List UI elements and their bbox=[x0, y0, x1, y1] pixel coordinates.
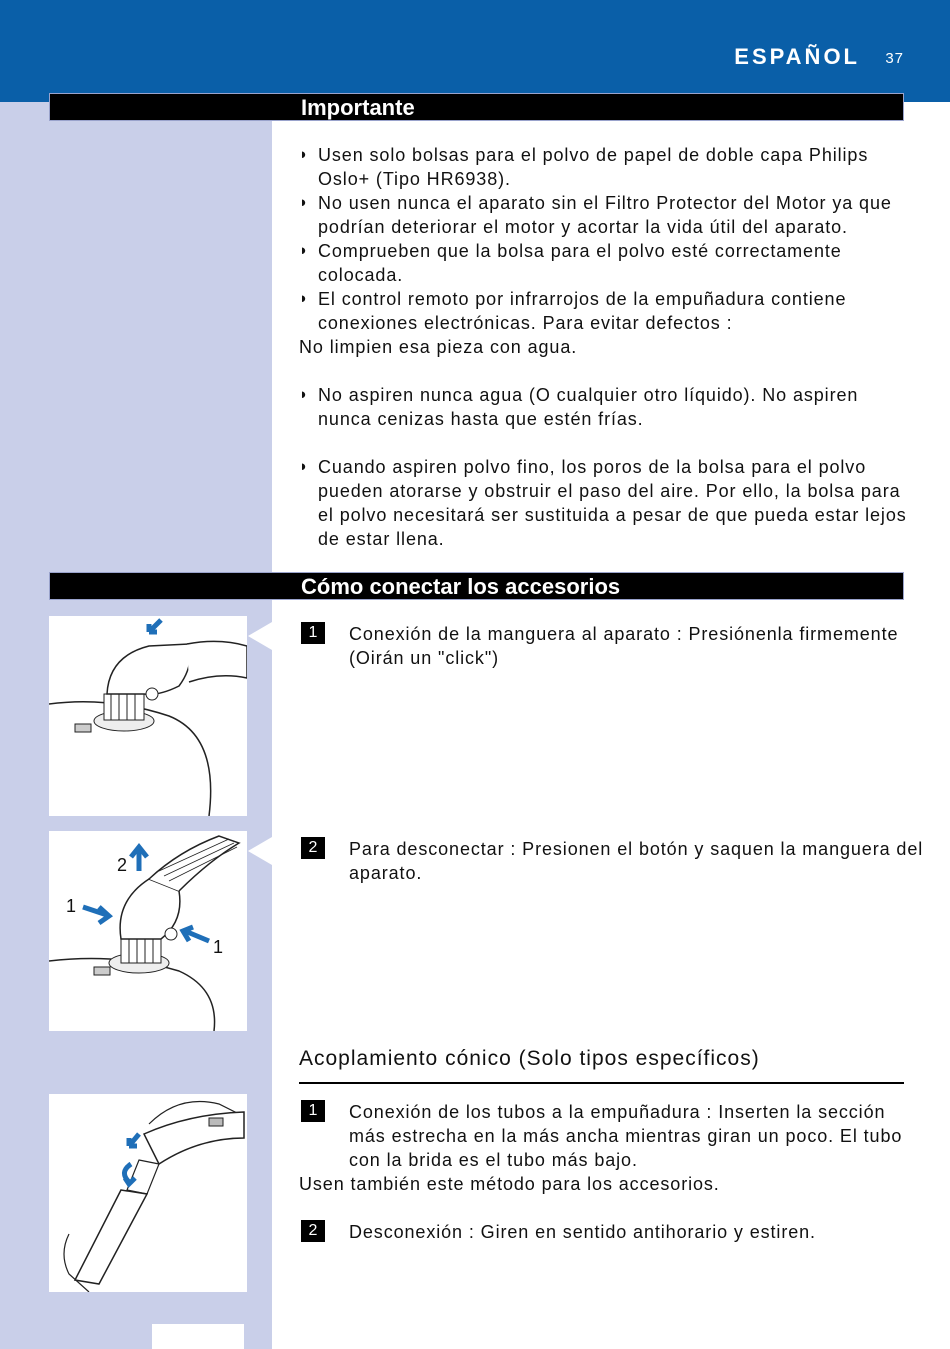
importante-line: conexiones electrónicas. Para evitar defectos : bbox=[318, 313, 733, 333]
language-label: ESPAÑOL bbox=[734, 44, 860, 69]
subsection-rule bbox=[299, 1082, 904, 1084]
bullet-triangle-icon: ◗ bbox=[299, 194, 309, 211]
step-number: 1 bbox=[301, 622, 325, 644]
illustration-pointer bbox=[248, 622, 272, 650]
importante-line: pueden atorarse y obstruir el paso del aire. Por ello, la bolsa para bbox=[318, 481, 901, 501]
figure-label-up: 2 bbox=[117, 855, 128, 875]
bullet-triangle-icon: ◗ bbox=[299, 146, 309, 163]
importante-line: colocada. bbox=[318, 265, 404, 285]
step-line: aparato. bbox=[349, 863, 423, 883]
illustration-conical-coupling bbox=[49, 1094, 247, 1292]
section-title-accesorios: Cómo conectar los accesorios bbox=[301, 574, 621, 599]
step-number: 2 bbox=[301, 1220, 325, 1242]
importante-line: El control remoto por infrarrojos de la empuñadura contiene bbox=[318, 289, 847, 309]
step-line: más estrecha en la más ancha mientras giran un poco. El tubo bbox=[349, 1126, 903, 1146]
illustration-hose-connect bbox=[49, 616, 247, 816]
importante-line: No usen nunca el aparato sin el Filtro Protector del Motor ya que bbox=[318, 193, 892, 213]
bullet-triangle-icon: ◗ bbox=[299, 386, 309, 403]
step-line: Conexión de los tubos a la empuñadura : Inserten la sección bbox=[349, 1102, 886, 1122]
importante-line: Comprueben que la bolsa para el polvo esté correctamente bbox=[318, 241, 842, 261]
conical-coupling-drawing bbox=[49, 1094, 247, 1292]
figure-label-left: 1 bbox=[66, 896, 77, 916]
bullet-triangle-icon: ◗ bbox=[299, 458, 309, 475]
section-bar-accesorios bbox=[49, 572, 904, 600]
bullet-triangle-icon: ◗ bbox=[299, 242, 309, 259]
illustration-hose-disconnect bbox=[49, 831, 247, 1031]
importante-line: Cuando aspiren polvo fino, los poros de la bolsa para el polvo bbox=[318, 457, 867, 477]
importante-line: No limpien esa pieza con agua. bbox=[299, 337, 578, 357]
step-line: Desconexión : Giren en sentido antihorario y estiren. bbox=[349, 1222, 816, 1242]
section-title-importante: Importante bbox=[301, 95, 415, 120]
importante-line: podrían deteriorar el motor y acortar la vida útil del aparato. bbox=[318, 217, 848, 237]
hose-disconnect-drawing bbox=[49, 831, 247, 1031]
step-line: (Oirán un "click") bbox=[349, 648, 500, 668]
step-line: con la brida es el tubo más bajo. bbox=[349, 1150, 638, 1170]
step-number: 2 bbox=[301, 837, 325, 859]
importante-line: Usen solo bolsas para el polvo de papel de doble capa Philips bbox=[318, 145, 869, 165]
bullet-triangle-icon: ◗ bbox=[299, 290, 309, 307]
figure-label-right: 1 bbox=[213, 937, 224, 957]
conical-note: Usen también este método para los accesorios. bbox=[299, 1174, 720, 1194]
illustration-pointer bbox=[248, 837, 272, 865]
section-bar-importante bbox=[49, 93, 904, 121]
importante-line: nunca cenizas hasta que estén frías. bbox=[318, 409, 644, 429]
footer-box bbox=[152, 1324, 244, 1349]
header-bar bbox=[0, 0, 950, 102]
importante-line: No aspiren nunca agua (O cualquier otro líquido). No aspiren bbox=[318, 385, 859, 405]
importante-line: Oslo+ (Tipo HR6938). bbox=[318, 169, 511, 189]
importante-line: el polvo necesitará ser sustituida a pesar de que pueda estar lejos bbox=[318, 505, 907, 525]
page-number: 37 bbox=[885, 50, 904, 67]
step-line: Conexión de la manguera al aparato : Presiónenla firmemente bbox=[349, 624, 899, 644]
step-number: 1 bbox=[301, 1100, 325, 1122]
step-line: Para desconectar : Presionen el botón y saquen la manguera del bbox=[349, 839, 924, 859]
hose-connect-drawing bbox=[49, 616, 247, 816]
subsection-title-conical: Acoplamiento cónico (Solo tipos específicos) bbox=[299, 1047, 760, 1070]
importante-line: de estar llena. bbox=[318, 529, 445, 549]
